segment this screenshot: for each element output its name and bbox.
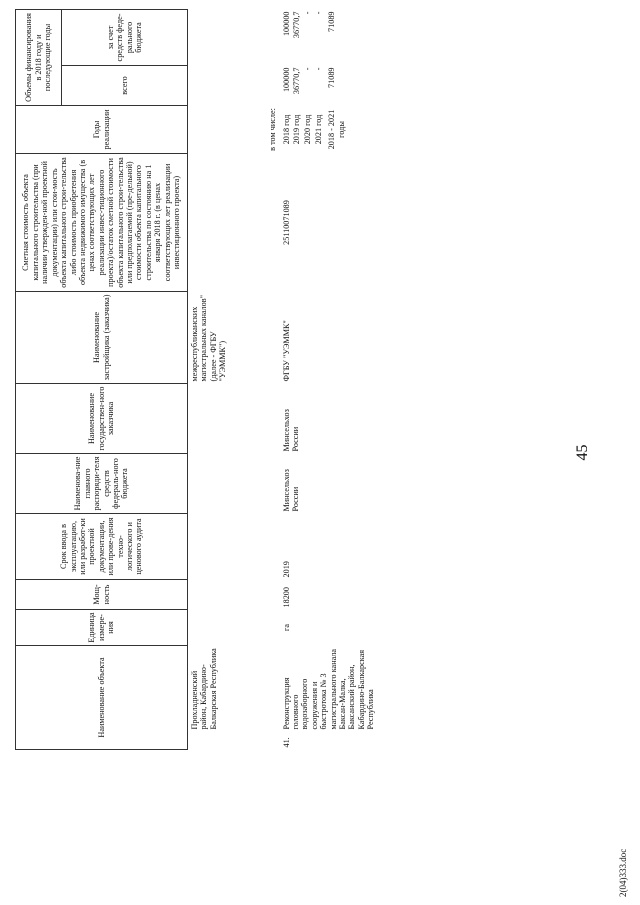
- row-years: [280, 105, 378, 153]
- federal-2021: -: [313, 11, 323, 15]
- total-2019: 36770,7: [292, 67, 302, 95]
- header-customer: Наименование государствен-ного заказчика: [16, 383, 188, 453]
- row-object-name: Реконструкция головного водозаборного сооружения и быстротока № 3 магистрального канала Баксан-Малка, Баксанский район, Кабардино-Балкарская Республика: [281, 649, 376, 730]
- total-2021: -: [313, 67, 323, 71]
- row-developer: ФГБУ "УЭММК": [281, 320, 291, 382]
- header-federal: за счет средств феде-рального бюджета: [62, 9, 188, 65]
- header-deadline: Срок ввода в эксплуатацию, или разработ-ки проектной документации, или прове-дения техно-логического и ценового аудита: [16, 513, 188, 579]
- header-years: Годы реализации: [16, 105, 188, 153]
- year-2019: 2019 год: [292, 114, 302, 145]
- row-federal: [280, 9, 378, 65]
- row-capacity: 18200: [281, 587, 291, 608]
- header-estimate: Сметная стоимость объекта капитального строительства (при наличии утвержден-ной проектной документации) или стои-мость объекта капитального строи-тельства либо стоимость приобретения объекта недвижимого имущества (в ценах соответствующих лет реализации инвес-тиционного проекта)/остаток сметной стоимости объекта капитального строи-тельства или предполагаемой (пре-дельной) стоимости объекта капитального строительства по состоянию на 1 января 2018 г. (в ценах соответствующих лет реализации инвестиционного проекта): [16, 153, 188, 291]
- header-object-name: Наименование объекта: [16, 645, 188, 749]
- continuation-developer: межреспубликанских магистральных каналов" (далее - ФГБУ "УЭММК"): [190, 295, 228, 382]
- table-row-continuation: [188, 9, 280, 749]
- header-total: всего: [62, 65, 188, 105]
- page-number: 45: [574, 444, 591, 461]
- header-main-manager: Наименова-ние главного распоряди-теля средств федераль-ного бюджета: [16, 453, 188, 513]
- continuation-object-name: Прохладненский район, Кабардино-Балкарская Республика: [190, 648, 218, 730]
- years-prefix: в том числе:: [268, 108, 278, 151]
- row-unit: га: [281, 623, 291, 631]
- federal-2020: -: [303, 11, 313, 15]
- header-funding: Объемы финансирования в 2018 году и последующие годы: [16, 9, 62, 105]
- year-2018: 2018 год: [281, 114, 291, 145]
- header-unit: Единица измере-ния: [16, 609, 188, 645]
- federal-range: 71089: [326, 11, 336, 32]
- document-id: 2(04)333.doc: [618, 848, 628, 897]
- header-capacity: Мощ-ность: [16, 579, 188, 609]
- row-customer: Минсельхоз России: [281, 409, 300, 452]
- year-2021: 2021 год: [313, 114, 323, 145]
- total-range: 71089: [326, 67, 336, 88]
- federal-2018: 100000: [281, 11, 291, 37]
- row-main-manager: Минсельхоз России: [281, 469, 300, 512]
- row-estimate: 25110071089: [281, 200, 291, 245]
- total-2018: 100000: [281, 67, 291, 93]
- federal-2019: 36770,7: [292, 11, 302, 39]
- year-2020: 2020 год: [303, 114, 313, 145]
- table-row-41: [280, 9, 378, 749]
- year-range: 2018 - 2021 годы: [326, 109, 347, 150]
- total-2020: -: [303, 67, 313, 71]
- row-number: 41.: [281, 737, 291, 748]
- header-developer: Наименование застройщика (заказчика): [16, 291, 188, 383]
- row-deadline: 2019: [281, 561, 291, 578]
- row-total: [280, 65, 378, 105]
- investment-table: [15, 9, 378, 750]
